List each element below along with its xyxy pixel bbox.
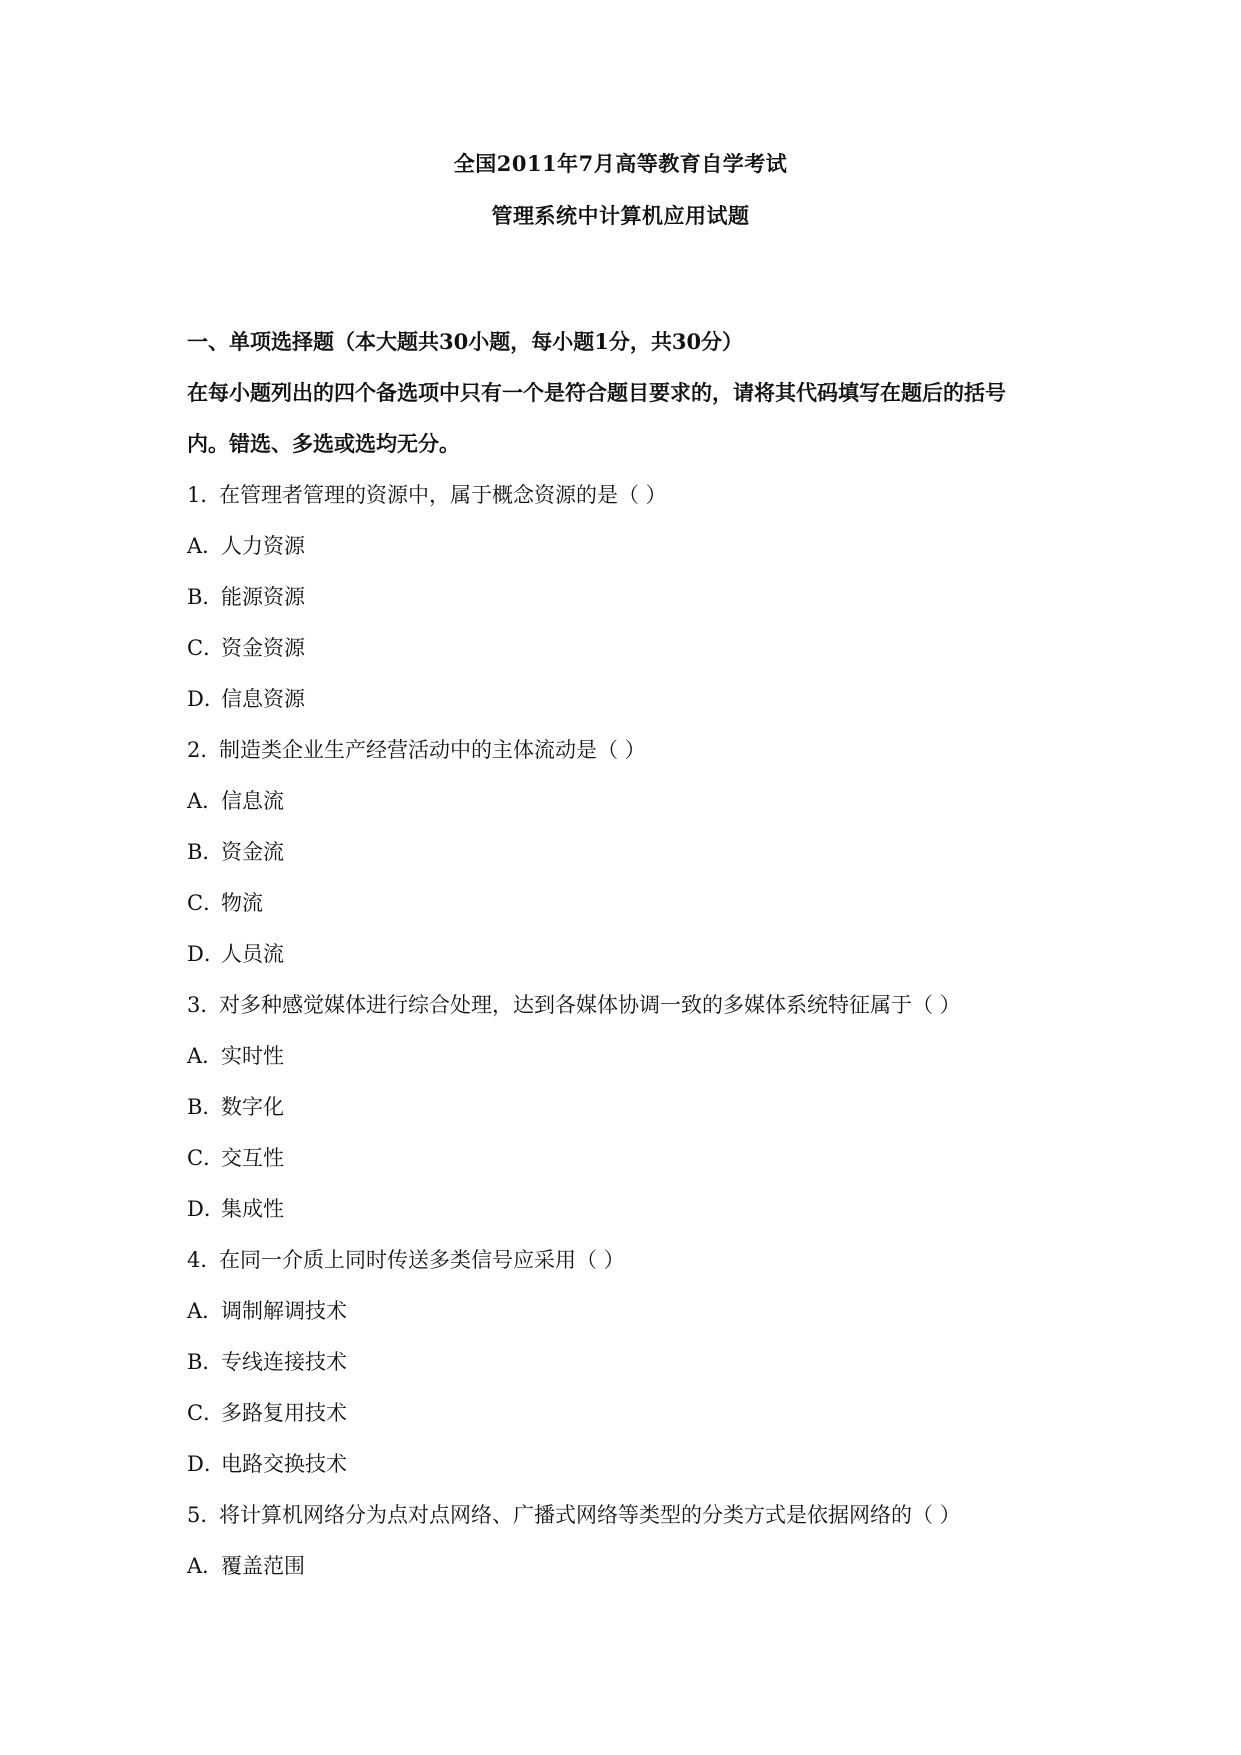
exam-content bbox=[187, 325, 1087, 1600]
question-5 bbox=[187, 1498, 1087, 1549]
option-row bbox=[187, 1192, 1087, 1243]
question-3 bbox=[187, 988, 1087, 1039]
question-number: 5． bbox=[187, 1503, 222, 1527]
option-row bbox=[187, 631, 1087, 682]
question-text: 在同一介质上同时传送多类信号应采用（ ） bbox=[219, 1248, 625, 1272]
option-letter: C． bbox=[187, 891, 225, 915]
option-text: 信息流 bbox=[221, 789, 284, 813]
question-1 bbox=[187, 478, 1087, 529]
option-letter: D． bbox=[187, 687, 225, 711]
question-text: 将计算机网络分为点对点网络、广播式网络等类型的分类方式是依据网络的（ ） bbox=[219, 1503, 961, 1527]
option-row bbox=[187, 529, 1087, 580]
exam-title: 全国2011年7月高等教育自学考试 bbox=[453, 151, 788, 176]
question-number: 3． bbox=[187, 993, 222, 1017]
option-row bbox=[187, 1141, 1087, 1192]
option-row bbox=[187, 1447, 1087, 1498]
option-row bbox=[187, 937, 1087, 988]
question-text: 对多种感觉媒体进行综合处理，达到各媒体协调一致的多媒体系统特征属于（ ） bbox=[219, 993, 961, 1017]
option-letter: D． bbox=[187, 942, 225, 966]
option-text: 人员流 bbox=[221, 942, 284, 966]
option-text: 数字化 bbox=[221, 1095, 284, 1119]
exam-subtitle: 管理系统中计算机应用试题 bbox=[491, 203, 750, 228]
option-row bbox=[187, 580, 1087, 631]
option-row bbox=[187, 1396, 1087, 1447]
option-row bbox=[187, 835, 1087, 886]
option-letter: A． bbox=[187, 1044, 224, 1068]
question-2 bbox=[187, 733, 1087, 784]
option-text: 信息资源 bbox=[221, 687, 305, 711]
option-text: 资金流 bbox=[221, 840, 284, 864]
option-row bbox=[187, 1345, 1087, 1396]
option-text: 实时性 bbox=[221, 1044, 284, 1068]
section-heading: 一、单项选择题（本大题共30小题，每小题1分，共30分） bbox=[187, 329, 744, 354]
option-letter: B． bbox=[187, 1350, 224, 1374]
question-4 bbox=[187, 1243, 1087, 1294]
option-text: 调制解调技术 bbox=[221, 1299, 347, 1323]
option-text: 集成性 bbox=[221, 1197, 284, 1221]
option-letter: A． bbox=[187, 1554, 224, 1578]
option-text: 多路复用技术 bbox=[221, 1401, 347, 1425]
option-row bbox=[187, 784, 1087, 835]
option-row bbox=[187, 682, 1087, 733]
question-text: 在管理者管理的资源中，属于概念资源的是（ ） bbox=[219, 483, 667, 507]
option-letter: B． bbox=[187, 840, 224, 864]
option-letter: D． bbox=[187, 1452, 225, 1476]
option-text: 能源资源 bbox=[221, 585, 305, 609]
option-letter: A． bbox=[187, 789, 224, 813]
option-text: 专线连接技术 bbox=[221, 1350, 347, 1374]
option-letter: A． bbox=[187, 1299, 224, 1323]
option-text: 覆盖范围 bbox=[221, 1554, 305, 1578]
option-text: 资金资源 bbox=[221, 636, 305, 660]
option-letter: B． bbox=[187, 585, 224, 609]
section-instructions-line2: 内。错选、多选或选均无分。 bbox=[187, 431, 460, 456]
question-number: 4． bbox=[187, 1248, 222, 1272]
question-text: 制造类企业生产经营活动中的主体流动是（ ） bbox=[219, 738, 646, 762]
option-letter: D． bbox=[187, 1197, 225, 1221]
question-number: 1． bbox=[187, 483, 222, 507]
option-letter: A． bbox=[187, 534, 224, 558]
option-row bbox=[187, 1090, 1087, 1141]
option-row bbox=[187, 886, 1087, 937]
option-letter: C． bbox=[187, 636, 225, 660]
option-letter: C． bbox=[187, 1146, 225, 1170]
question-number: 2． bbox=[187, 738, 222, 762]
option-text: 交互性 bbox=[221, 1146, 284, 1170]
option-row bbox=[187, 1039, 1087, 1090]
option-text: 物流 bbox=[221, 891, 263, 915]
option-text: 人力资源 bbox=[221, 534, 305, 558]
option-row bbox=[187, 1549, 1087, 1600]
option-letter: B． bbox=[187, 1095, 224, 1119]
section-instructions-line1: 在每小题列出的四个备选项中只有一个是符合题目要求的，请将其代码填写在题后的括号 bbox=[187, 380, 1006, 405]
option-row bbox=[187, 1294, 1087, 1345]
option-text: 电路交换技术 bbox=[221, 1452, 347, 1476]
option-letter: C． bbox=[187, 1401, 225, 1425]
